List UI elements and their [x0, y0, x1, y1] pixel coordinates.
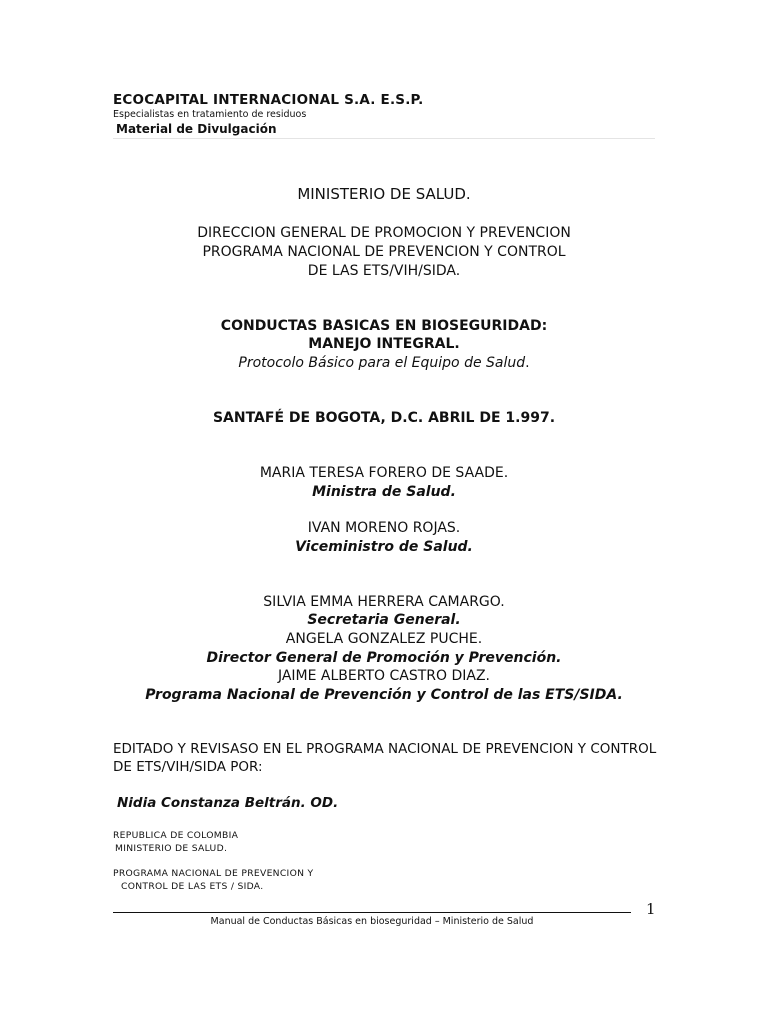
- company-tagline: Especialistas en tratamiento de residuos: [113, 109, 307, 120]
- official-name: SILVIA EMMA HERRERA CAMARGO.: [263, 594, 505, 610]
- subject-subtitle: MANEJO INTEGRAL.: [308, 336, 460, 352]
- header-divider: [113, 138, 655, 139]
- official-name: ANGELA GONZALEZ PUCHE.: [285, 631, 483, 647]
- program-label: PROGRAMA NACIONAL DE PREVENCION Y: [113, 868, 314, 879]
- protocol-line: [0, 355, 768, 371]
- official-role: Programa Nacional de Prevención y Control de las ETS/SIDA.: [145, 687, 623, 703]
- company-name: ECOCAPITAL INTERNACIONAL S.A. E.S.P.: [113, 92, 424, 108]
- protocol-period: .: [525, 355, 530, 371]
- official-role: Viceministro de Salud.: [295, 539, 473, 555]
- official-name: IVAN MORENO ROJAS.: [307, 520, 461, 536]
- direction-line: DIRECCION GENERAL DE PROMOCION Y PREVENCION: [197, 225, 571, 241]
- edited-statement-cont: DE ETS/VIH/SIDA POR:: [113, 759, 263, 775]
- protocol-text: Protocolo Básico para el Equipo de Salud: [238, 355, 526, 371]
- edited-statement: EDITADO Y REVISASO EN EL PROGRAMA NACIONAL DE PREVENCION Y CONTROL: [113, 741, 657, 757]
- program-line-ets: DE LAS ETS/VIH/SIDA.: [307, 263, 461, 279]
- program-line: PROGRAMA NACIONAL DE PREVENCION Y CONTROL: [202, 244, 566, 260]
- page-number: 1: [646, 900, 656, 918]
- ministry-name: MINISTERIO DE SALUD: [297, 185, 466, 203]
- footer-divider: [113, 912, 631, 913]
- republic-label: REPUBLICA DE COLOMBIA: [113, 830, 239, 841]
- place-date: SANTAFÉ DE BOGOTA, D.C. ABRIL DE 1.997.: [212, 410, 556, 426]
- official-role: Ministra de Salud.: [312, 484, 456, 500]
- ministry-title: [0, 185, 768, 203]
- editor-name: Nidia Constanza Beltrán. OD.: [117, 795, 339, 811]
- ministry-period: .: [465, 185, 471, 203]
- subject-title: CONDUCTAS BASICAS EN BIOSEGURIDAD:: [220, 318, 548, 334]
- ministry-label: MINISTERIO DE SALUD.: [115, 843, 228, 854]
- official-name: MARIA TERESA FORERO DE SAADE.: [259, 465, 509, 481]
- official-role: Director General de Promoción y Prevención.: [206, 650, 562, 666]
- program-label-cont: CONTROL DE LAS ETS / SIDA.: [121, 881, 264, 892]
- official-role: Secretaria General.: [307, 612, 461, 628]
- footer-caption: Manual de Conductas Básicas en bioseguridad – Ministerio de Salud: [210, 916, 534, 927]
- material-label: Material de Divulgación: [116, 122, 277, 136]
- official-name: JAIME ALBERTO CASTRO DIAZ.: [277, 668, 491, 684]
